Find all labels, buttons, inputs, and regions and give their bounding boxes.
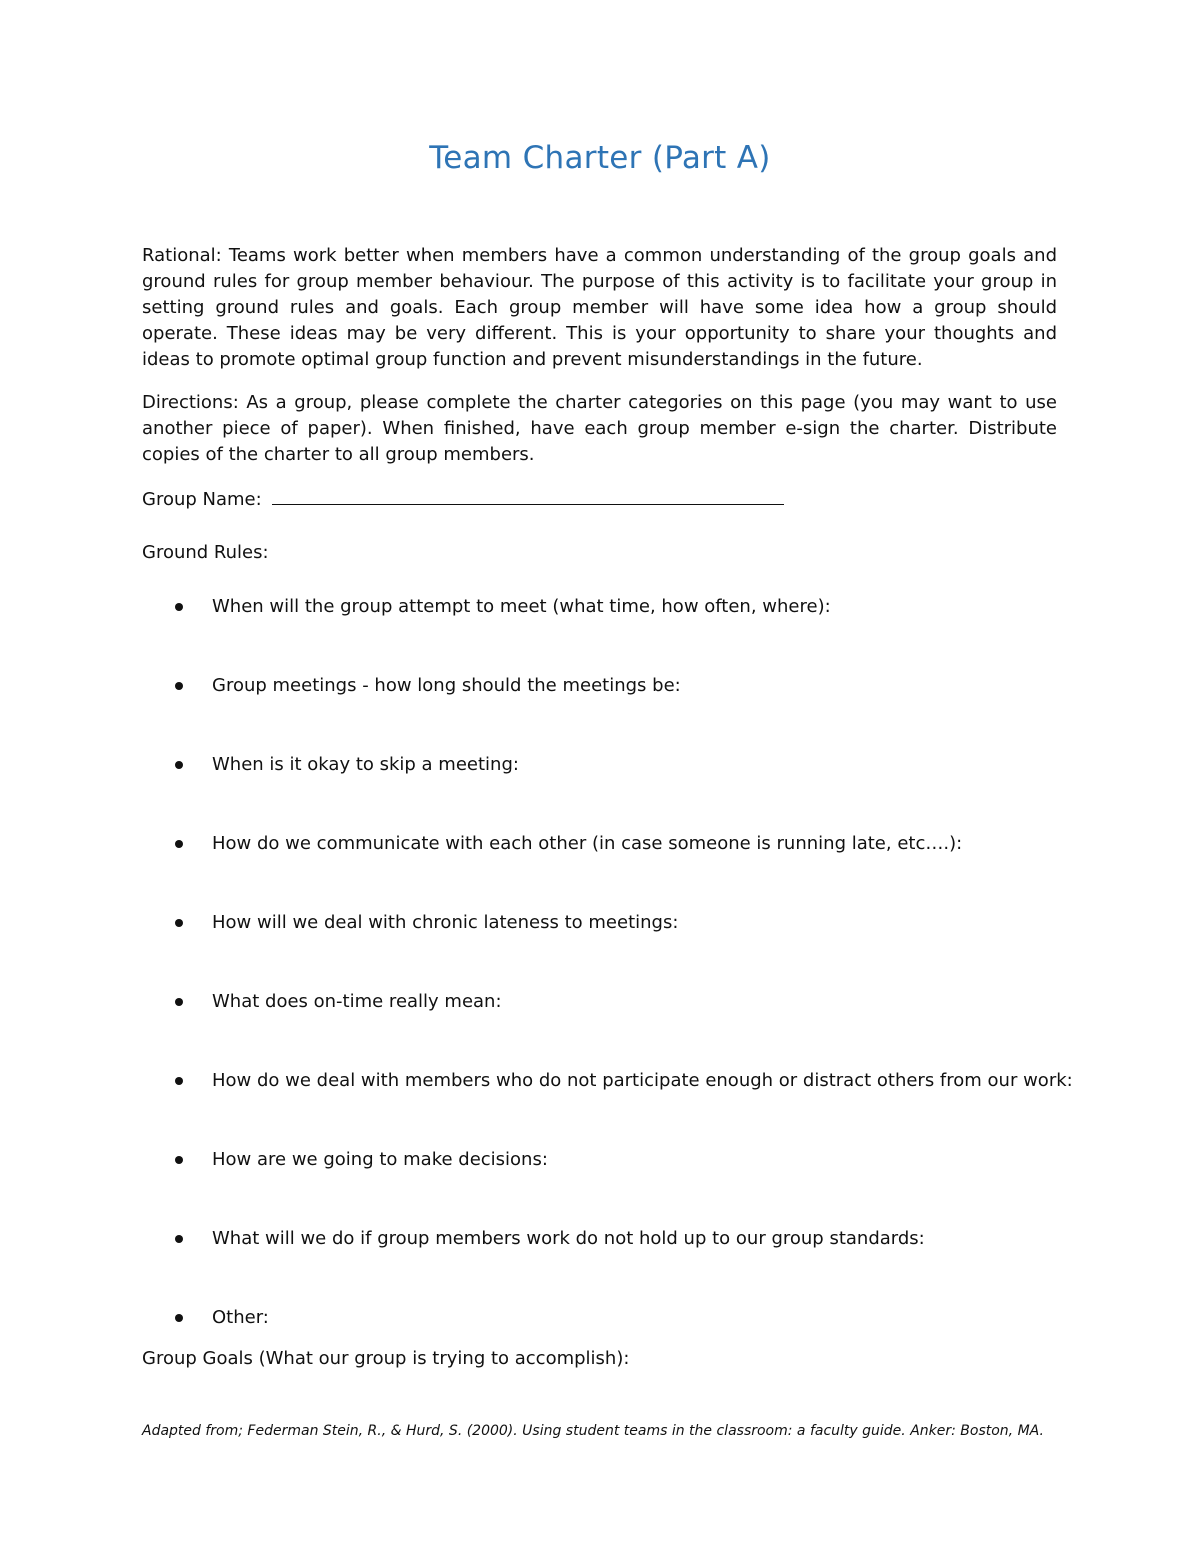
group-goals-heading: Group Goals (What our group is trying to accomplish): xyxy=(142,1348,630,1369)
ground-rule-item xyxy=(142,989,1062,1068)
ground-rule-text: When is it okay to skip a meeting: xyxy=(212,754,519,775)
group-name-blank-line xyxy=(272,485,784,505)
ground-rule-text: How will we deal with chronic lateness to meetings: xyxy=(212,912,679,933)
ground-rule-item xyxy=(142,831,1062,910)
ground-rule-text: What will we do if group members work do not hold up to our group standards: xyxy=(212,1228,925,1249)
ground-rule-item xyxy=(142,1226,1062,1305)
ground-rule-text: How are we going to make decisions: xyxy=(212,1149,548,1170)
bullet-icon xyxy=(175,998,183,1006)
page-title: Team Charter (Part A) xyxy=(429,140,771,176)
bullet-icon xyxy=(175,1156,183,1164)
ground-rule-item xyxy=(142,1147,1062,1226)
citation-footnote: Adapted from; Federman Stein, R., & Hurd, S. (2000). Using student teams in the classroom: a faculty guide. Anker: Boston, MA. xyxy=(142,1423,1044,1439)
ground-rule-item xyxy=(142,673,1062,752)
ground-rule-text: How do we communicate with each other (in case someone is running late, etc….): xyxy=(212,833,963,854)
bullet-icon xyxy=(175,1235,183,1243)
group-name-label: Group Name: xyxy=(142,489,262,510)
group-name-row xyxy=(142,485,784,513)
ground-rule-item xyxy=(142,752,1062,831)
ground-rule-text: When will the group attempt to meet (what time, how often, where): xyxy=(212,596,831,617)
bullet-icon xyxy=(175,840,183,848)
ground-rule-text: How do we deal with members who do not participate enough or distract others from our work: xyxy=(212,1070,1073,1091)
ground-rule-text: What does on-time really mean: xyxy=(212,991,502,1012)
ground-rule-item xyxy=(142,910,1062,989)
ground-rule-item xyxy=(142,1305,1062,1384)
ground-rule-item xyxy=(142,1068,1073,1147)
ground-rule-item xyxy=(142,594,1062,673)
bullet-icon xyxy=(175,1077,183,1085)
bullet-icon xyxy=(175,919,183,927)
ground-rules-heading: Ground Rules: xyxy=(142,542,269,563)
bullet-icon xyxy=(175,682,183,690)
bullet-icon xyxy=(175,1314,183,1322)
directions-paragraph: Directions: As a group, please complete the charter categories on this page (you may want to use another piece of paper). When finished, have each group member e-sign the charter. Distribute copies of the charter to all group members. xyxy=(142,392,1057,465)
bullet-icon xyxy=(175,761,183,769)
bullet-icon xyxy=(175,603,183,611)
ground-rule-text: Other: xyxy=(212,1307,269,1328)
ground-rules-list xyxy=(142,594,1073,1384)
ground-rule-text: Group meetings - how long should the meetings be: xyxy=(212,675,681,696)
rational-paragraph: Rational: Teams work better when members have a common understanding of the group goals and ground rules for group member behaviour. The purpose of this activity is to facilitate your group in setting ground rules and goals. Each group member will have some idea how a group should operate. These ideas may be very different. This is your opportunity to share your thoughts and ideas to promote optimal group function and prevent misunderstandings in the future. xyxy=(142,245,1057,370)
